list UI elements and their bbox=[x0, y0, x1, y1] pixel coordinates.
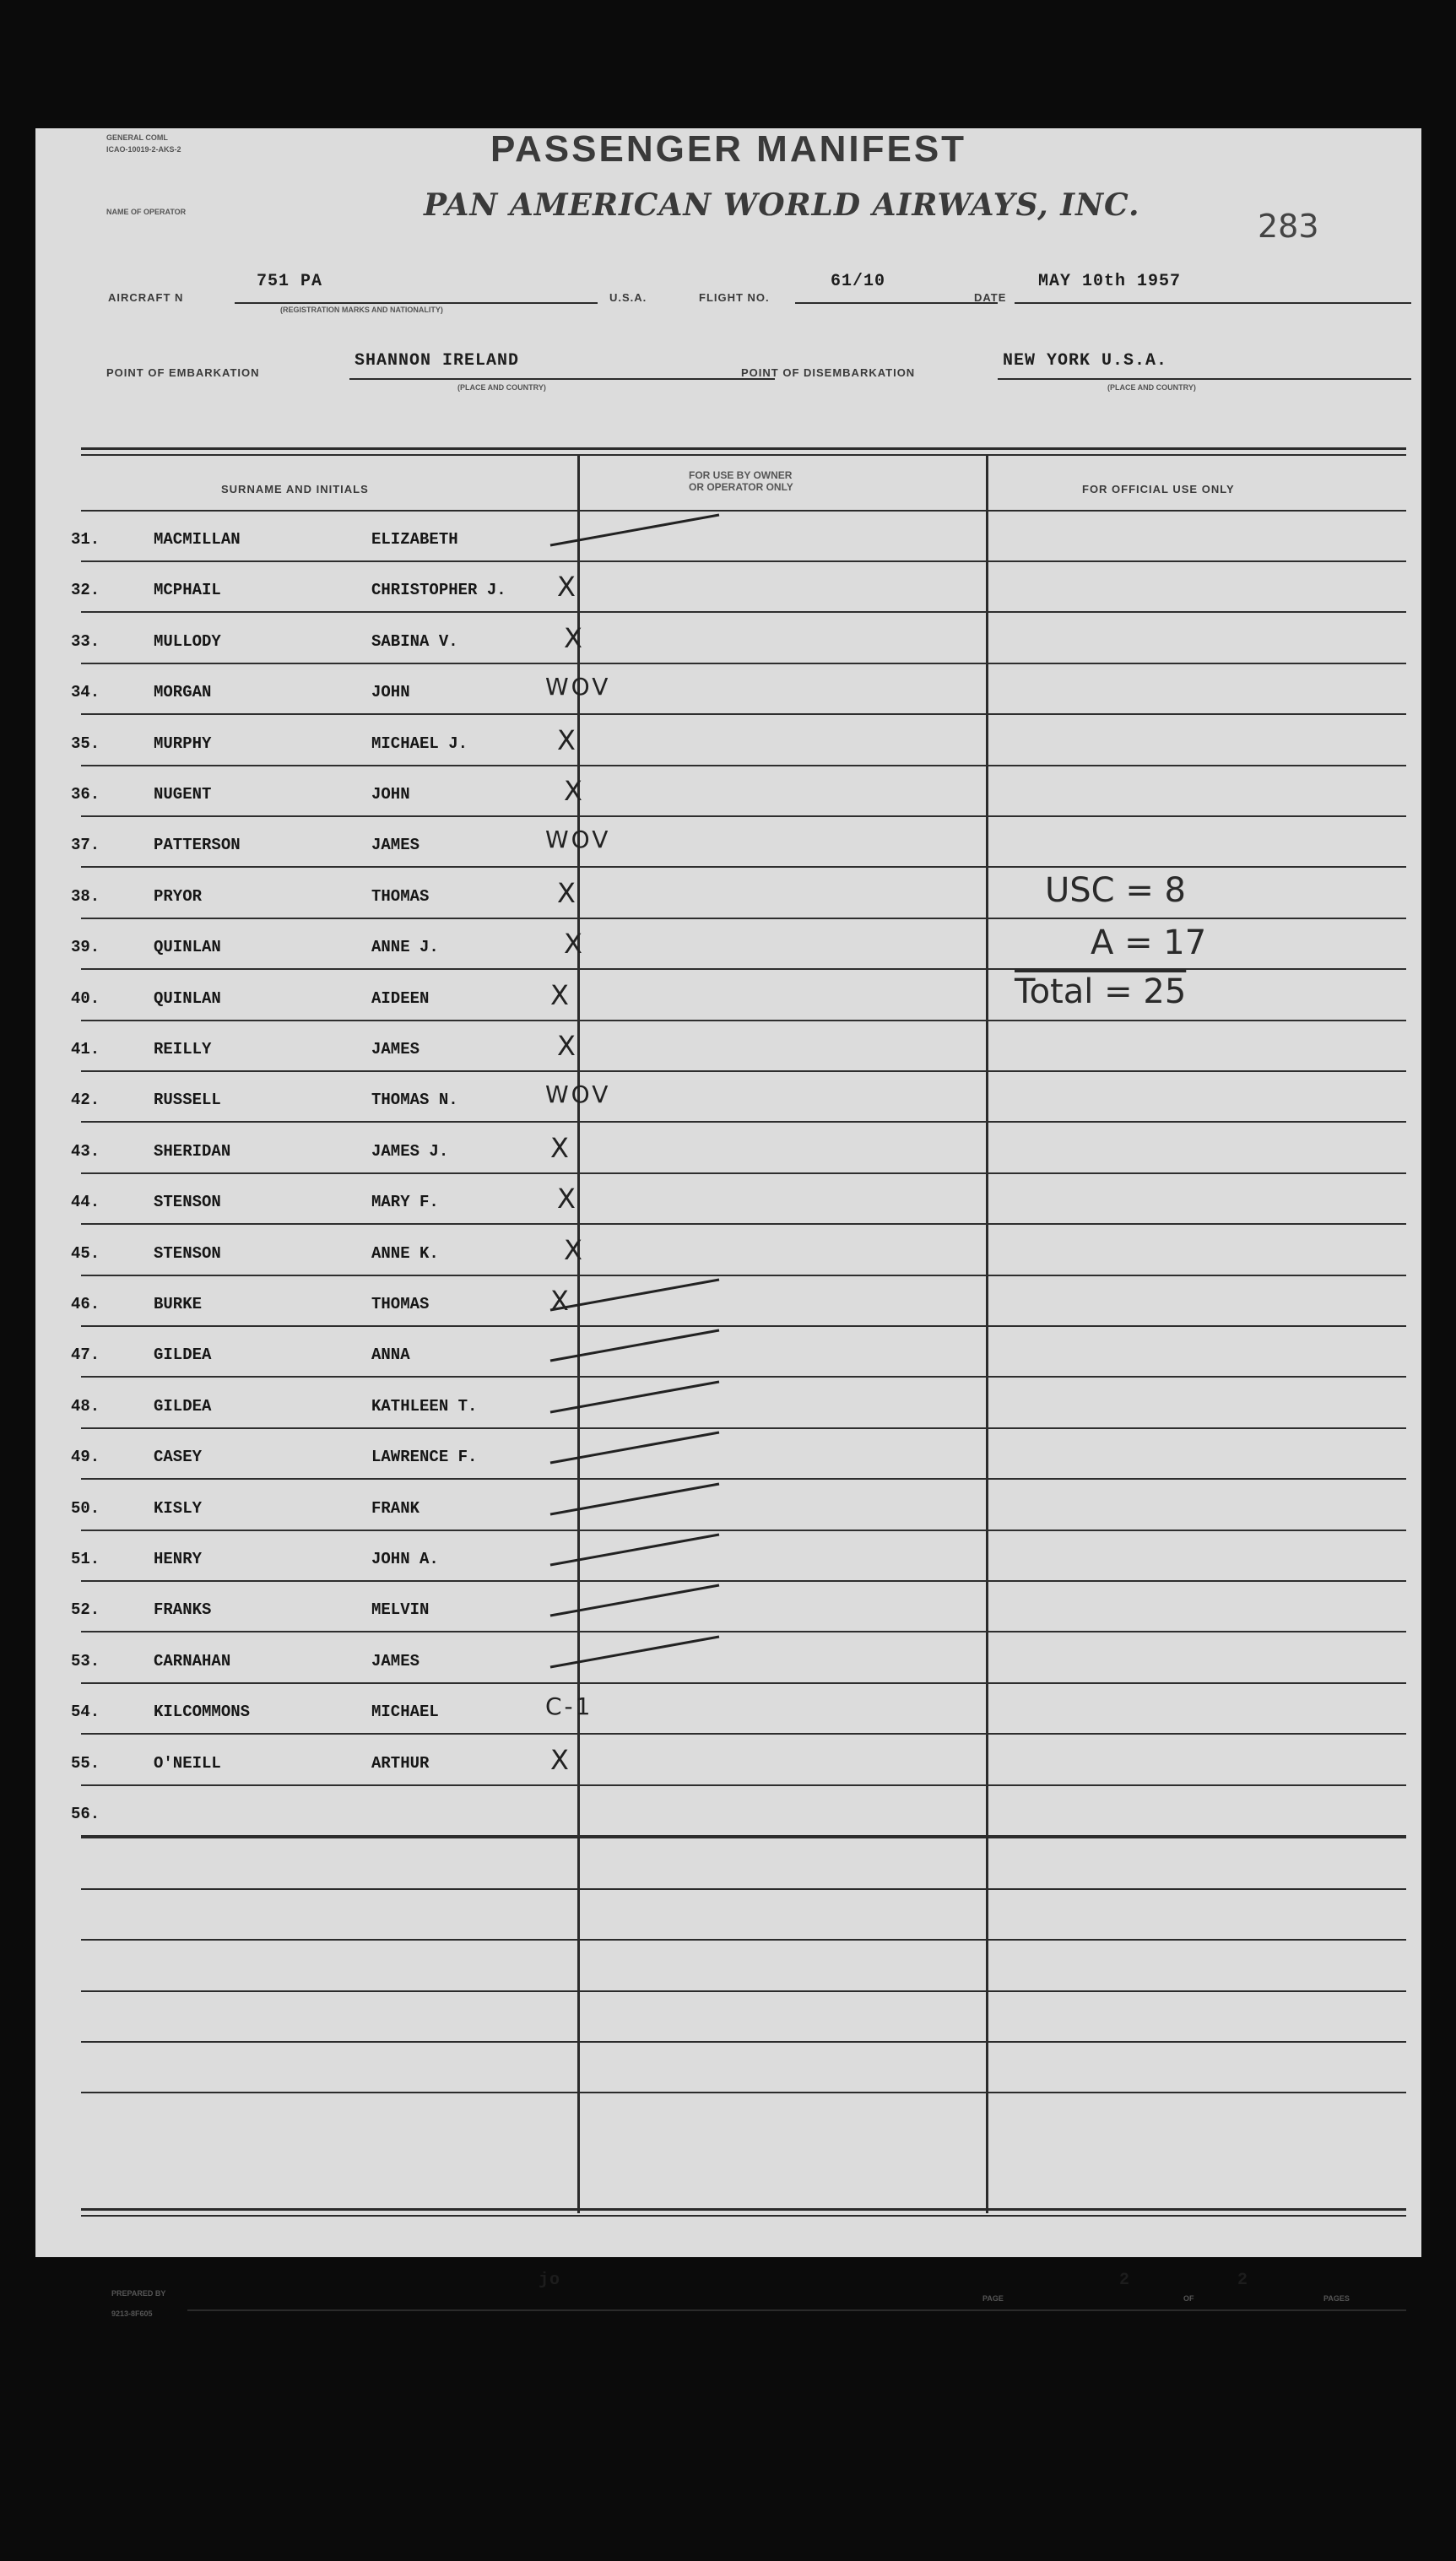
table-row bbox=[35, 1633, 1421, 1684]
table-row bbox=[35, 1021, 1421, 1072]
check-mark: X bbox=[557, 1030, 576, 1062]
prepared-by-label: PREPARED BY bbox=[111, 2289, 166, 2298]
slash-mark bbox=[542, 1622, 728, 1672]
table-row bbox=[35, 1072, 1421, 1123]
passenger-given-name: JAMES J. bbox=[371, 1141, 449, 1161]
passenger-given-name: THOMAS bbox=[371, 886, 430, 906]
page-value: 2 bbox=[1119, 2271, 1131, 2290]
table-row bbox=[35, 716, 1421, 766]
of-label: OF bbox=[1183, 2294, 1194, 2303]
row-number: 45. bbox=[71, 1243, 100, 1263]
pages-label: PAGES bbox=[1323, 2294, 1350, 2303]
row-number: 54. bbox=[71, 1703, 100, 1722]
check-mark: X bbox=[550, 978, 569, 1011]
table-row bbox=[35, 614, 1421, 664]
passenger-surname: STENSON bbox=[154, 1193, 221, 1212]
disembark-sublabel: (PLACE AND COUNTRY) bbox=[1107, 383, 1196, 392]
passenger-given-name: MICHAEL bbox=[371, 1703, 439, 1722]
table-row bbox=[35, 1174, 1421, 1225]
row-number: 43. bbox=[71, 1141, 100, 1161]
table-row bbox=[35, 1327, 1421, 1378]
passenger-given-name: JOHN A. bbox=[371, 1550, 439, 1568]
passenger-surname: MULLODY bbox=[154, 631, 221, 651]
passenger-surname: QUINLAN bbox=[154, 938, 221, 957]
passenger-surname: SHERIDAN bbox=[154, 1141, 231, 1161]
table-row bbox=[35, 869, 1421, 919]
passenger-surname: KISLY bbox=[154, 1498, 203, 1518]
disembark-underline bbox=[998, 378, 1411, 380]
table-bottom-rule bbox=[81, 2208, 1406, 2211]
embark-label: POINT OF EMBARKATION bbox=[106, 366, 260, 379]
passenger-given-name: THOMAS bbox=[371, 1295, 430, 1313]
passenger-surname: BURKE bbox=[154, 1295, 203, 1313]
aircraft-label: AIRCRAFT N bbox=[108, 291, 184, 304]
row-number: 50. bbox=[71, 1498, 100, 1518]
passenger-given-name: ELIZABETH bbox=[371, 530, 458, 549]
flight-underline bbox=[795, 302, 998, 304]
row-number: 55. bbox=[71, 1753, 100, 1773]
passenger-surname: REILLY bbox=[154, 1040, 212, 1059]
row-number: 53. bbox=[71, 1651, 100, 1670]
empty-row-rule bbox=[81, 1888, 1406, 1890]
empty-row-rule bbox=[81, 1939, 1406, 1941]
passenger-surname: CARNAHAN bbox=[154, 1651, 231, 1670]
table-row bbox=[35, 1276, 1421, 1327]
passenger-surname: MORGAN bbox=[154, 683, 212, 702]
embark-underline bbox=[349, 378, 775, 380]
flight-label: FLIGHT NO. bbox=[699, 291, 770, 304]
check-mark: C-1 bbox=[545, 1692, 593, 1721]
passenger-surname: MACMILLAN bbox=[154, 530, 241, 549]
passenger-surname: MCPHAIL bbox=[154, 581, 221, 600]
date-label: DATE bbox=[974, 291, 1007, 304]
passenger-given-name: JOHN bbox=[371, 785, 410, 804]
row-number: 37. bbox=[71, 836, 100, 855]
slash-mark bbox=[542, 1264, 728, 1315]
official-note-usc: USC = 8 bbox=[1045, 871, 1186, 910]
passenger-given-name: AIDEEN bbox=[371, 988, 430, 1008]
passenger-surname: RUSSELL bbox=[154, 1091, 221, 1110]
table-row bbox=[35, 1531, 1421, 1582]
slash-mark bbox=[542, 1469, 728, 1519]
corner-form-code: ICAO-10019-2-AKS-2 bbox=[106, 145, 181, 154]
passenger-given-name: MARY F. bbox=[371, 1193, 439, 1212]
passenger-surname: CASEY bbox=[154, 1448, 203, 1467]
passenger-surname: NUGENT bbox=[154, 785, 212, 804]
passenger-surname: PATTERSON bbox=[154, 836, 241, 855]
row-number: 48. bbox=[71, 1396, 100, 1416]
row-number: 33. bbox=[71, 631, 100, 651]
check-mark: X bbox=[557, 571, 576, 604]
row-number: 47. bbox=[71, 1345, 100, 1365]
check-mark: X bbox=[564, 621, 582, 654]
table-row bbox=[35, 1684, 1421, 1735]
aircraft-sublabel: (REGISTRATION MARKS AND NATIONALITY) bbox=[280, 306, 443, 314]
passenger-given-name: CHRISTOPHER J. bbox=[371, 581, 506, 600]
table-row bbox=[35, 1378, 1421, 1429]
check-mark: X bbox=[564, 928, 582, 961]
col-surname-header: SURNAME AND INITIALS bbox=[221, 483, 369, 495]
passenger-surname: KILCOMMONS bbox=[154, 1703, 251, 1722]
passenger-surname: MURPHY bbox=[154, 734, 212, 753]
table-row bbox=[35, 1123, 1421, 1174]
check-mark: X bbox=[564, 775, 582, 807]
empty-row-rule bbox=[81, 1837, 1406, 1838]
col-owner-header-1: FOR USE BY OWNER bbox=[689, 469, 793, 481]
operator-label: NAME OF OPERATOR bbox=[106, 208, 187, 216]
row-number: 56. bbox=[71, 1805, 100, 1823]
passenger-surname: GILDEA bbox=[154, 1345, 212, 1365]
passenger-surname: O'NEILL bbox=[154, 1753, 221, 1773]
date-value: MAY 10th 1957 bbox=[1038, 272, 1182, 291]
page-label: PAGE bbox=[982, 2294, 1004, 2303]
disembark-value: NEW YORK U.S.A. bbox=[1003, 351, 1168, 371]
passenger-surname: STENSON bbox=[154, 1243, 221, 1263]
aircraft-underline bbox=[235, 302, 598, 304]
row-number: 34. bbox=[71, 683, 100, 702]
slash-mark bbox=[542, 1417, 728, 1468]
table-top-rule-2 bbox=[81, 454, 1406, 456]
table-row bbox=[35, 817, 1421, 868]
manifest-title: PASSENGER MANIFEST bbox=[490, 128, 967, 170]
table-row bbox=[35, 1226, 1421, 1276]
passenger-given-name: THOMAS N. bbox=[371, 1091, 458, 1110]
footer-form-code: 9213-8F605 bbox=[111, 2309, 153, 2318]
passenger-given-name: SABINA V. bbox=[371, 631, 458, 651]
check-mark: X bbox=[557, 723, 576, 756]
passenger-given-name: ANNA bbox=[371, 1345, 410, 1365]
check-mark: X bbox=[557, 1183, 576, 1216]
prepared-by-value: jo bbox=[539, 2271, 561, 2290]
row-number: 31. bbox=[71, 530, 100, 549]
table-row bbox=[35, 1786, 1421, 1837]
row-number: 52. bbox=[71, 1600, 100, 1620]
slash-mark bbox=[542, 1519, 728, 1570]
table-row bbox=[35, 1582, 1421, 1632]
check-mark: X bbox=[557, 876, 576, 909]
check-mark: WOV bbox=[545, 673, 611, 701]
table-row bbox=[35, 766, 1421, 817]
passenger-given-name: JOHN bbox=[371, 683, 410, 702]
table-row bbox=[35, 1735, 1421, 1786]
row-number: 49. bbox=[71, 1448, 100, 1467]
manifest-sheet bbox=[35, 128, 1421, 2318]
slash-mark bbox=[542, 1570, 728, 1621]
table-row bbox=[35, 1481, 1421, 1531]
corner-note: GENERAL COML bbox=[106, 133, 168, 142]
row-number: 42. bbox=[71, 1091, 100, 1110]
table-bottom-rule-2 bbox=[81, 2215, 1406, 2217]
passenger-given-name: MICHAEL J. bbox=[371, 734, 468, 753]
row-number: 40. bbox=[71, 988, 100, 1008]
official-note-a: A = 17 bbox=[1091, 923, 1207, 962]
row-number: 39. bbox=[71, 938, 100, 957]
table-row bbox=[35, 971, 1421, 1021]
check-mark: X bbox=[564, 1233, 582, 1266]
passenger-surname: QUINLAN bbox=[154, 988, 221, 1008]
table-top-rule bbox=[81, 447, 1406, 450]
slash-mark bbox=[542, 500, 728, 550]
check-mark: X bbox=[550, 1131, 569, 1164]
passenger-given-name: MELVIN bbox=[371, 1600, 430, 1620]
usa-label: U.S.A. bbox=[609, 291, 647, 304]
table-row bbox=[35, 562, 1421, 613]
footer-rule bbox=[187, 2309, 1406, 2311]
disembark-label: POINT OF DISEMBARKATION bbox=[741, 366, 916, 379]
passenger-given-name: JAMES bbox=[371, 836, 420, 855]
row-number: 44. bbox=[71, 1193, 100, 1212]
official-note-total: Total = 25 bbox=[1015, 972, 1187, 1011]
row-number: 35. bbox=[71, 734, 100, 753]
embark-sublabel: (PLACE AND COUNTRY) bbox=[457, 383, 546, 392]
table-row bbox=[35, 1429, 1421, 1480]
aircraft-value: 751 PA bbox=[257, 272, 323, 291]
flight-value: 61/10 bbox=[831, 272, 886, 291]
col-official-header: FOR OFFICIAL USE ONLY bbox=[1082, 483, 1235, 495]
of-value: 2 bbox=[1237, 2271, 1249, 2290]
passenger-given-name: LAWRENCE F. bbox=[371, 1448, 478, 1467]
table-row bbox=[35, 664, 1421, 715]
row-number: 51. bbox=[71, 1550, 100, 1568]
passenger-given-name: JAMES bbox=[371, 1651, 420, 1670]
empty-row-rule bbox=[81, 1990, 1406, 1992]
slash-mark bbox=[542, 1315, 728, 1366]
passenger-given-name: FRANK bbox=[371, 1498, 420, 1518]
row-number: 36. bbox=[71, 785, 100, 804]
passenger-given-name: ANNE J. bbox=[371, 938, 439, 957]
page-stamp-number: 283 bbox=[1258, 208, 1319, 245]
check-mark: X bbox=[550, 1285, 569, 1317]
passenger-given-name: ARTHUR bbox=[371, 1753, 430, 1773]
table-row bbox=[35, 512, 1421, 562]
check-mark: WOV bbox=[545, 1080, 611, 1109]
col-owner-header-2: OR OPERATOR ONLY bbox=[689, 481, 793, 493]
row-number: 46. bbox=[71, 1295, 100, 1313]
passenger-given-name: KATHLEEN T. bbox=[371, 1396, 478, 1416]
passenger-surname: HENRY bbox=[154, 1550, 203, 1568]
passenger-given-name: JAMES bbox=[371, 1040, 420, 1059]
empty-row-rule bbox=[81, 2092, 1406, 2093]
table-row bbox=[35, 919, 1421, 970]
embark-value: SHANNON IRELAND bbox=[355, 351, 520, 371]
airline-name: PAN AMERICAN WORLD AIRWAYS, INC. bbox=[424, 187, 1140, 223]
passenger-surname: PRYOR bbox=[154, 886, 203, 906]
empty-row-rule bbox=[81, 2041, 1406, 2043]
slash-mark bbox=[542, 1367, 728, 1417]
check-mark: WOV bbox=[545, 826, 611, 854]
check-mark: X bbox=[550, 1743, 569, 1776]
passenger-surname: GILDEA bbox=[154, 1396, 212, 1416]
row-number: 32. bbox=[71, 581, 100, 600]
row-number: 41. bbox=[71, 1040, 100, 1059]
date-underline bbox=[1015, 302, 1411, 304]
passenger-surname: FRANKS bbox=[154, 1600, 212, 1620]
row-number: 38. bbox=[71, 886, 100, 906]
passenger-given-name: ANNE K. bbox=[371, 1243, 439, 1263]
